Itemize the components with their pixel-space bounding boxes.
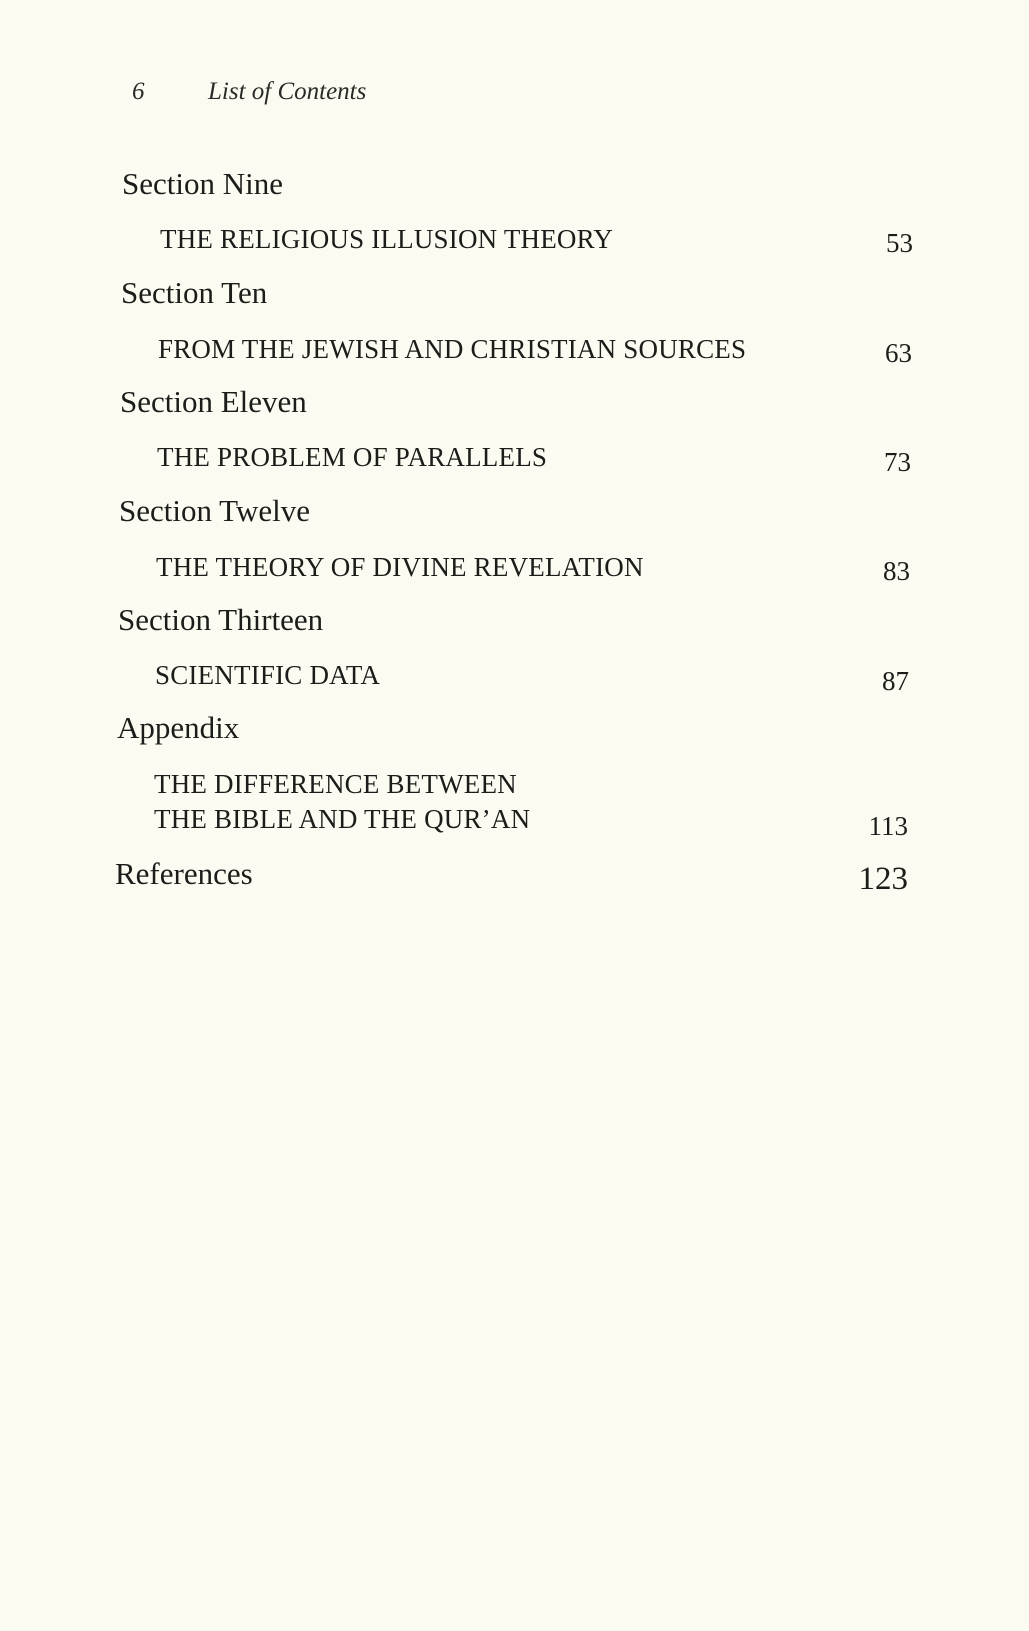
toc-entry-line: THE RELIGIOUS ILLUSION THEORY [160,224,614,254]
toc-entry-line: THE PROBLEM OF PARALLELS [157,442,548,472]
toc-entry-line: THE BIBLE AND THE QUR’AN [154,803,531,834]
toc-entry-title [155,658,380,693]
running-head-title: List of Contents [208,78,367,105]
toc-entry-title [156,550,644,585]
toc-section-heading: Section Thirteen [118,602,324,637]
toc-entry-title [160,222,613,257]
toc-page-number: 123 [858,861,908,897]
page-folio: 6 [132,78,145,105]
toc-section-heading: Appendix [117,710,240,745]
toc-entry-line: SCIENTIFIC DATA [155,660,381,690]
toc-section-heading: Section Twelve [119,493,310,528]
toc-entry-title [154,767,530,836]
toc-entry-line: FROM THE JEWISH AND CHRISTIAN SOURCES [158,334,747,364]
toc-entry-line: THE DIFFERENCE BETWEEN [154,769,517,799]
toc-section-heading: Section Eleven [120,384,307,419]
toc-entry-title [157,440,547,475]
toc-entry-line: THE THEORY OF DIVINE REVELATION [156,552,644,582]
toc-page-number: 87 [882,666,909,696]
toc-page-number: 73 [884,447,911,477]
toc-section-heading: Section Nine [122,166,283,201]
toc-page-number: 63 [885,338,912,368]
toc-page-number: 113 [868,811,908,841]
toc-page-number: 53 [886,228,913,258]
toc-section-heading: Section Ten [121,275,268,310]
toc-references-heading: References [115,856,253,891]
toc-page-number: 83 [883,556,910,586]
toc-entry-title [158,332,746,367]
